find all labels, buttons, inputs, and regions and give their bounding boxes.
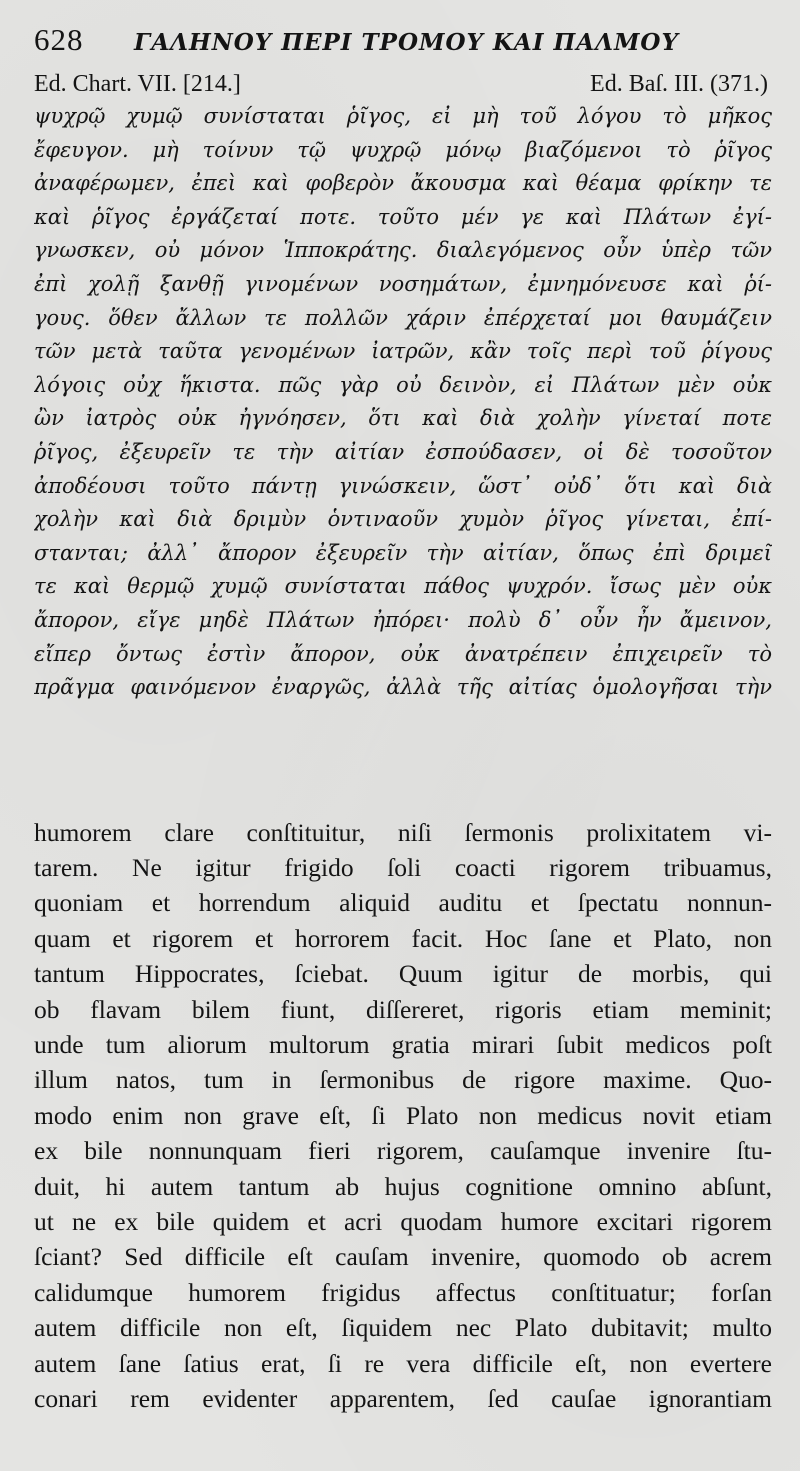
greek-line: ἔφευγον. μὴ τοίνυν τῷ ψυχρῷ μόνῳ βιαζόμενοι τὸ ῥῖγος [34, 137, 772, 162]
latin-line: duit, hi autem tantum ab hujus cognitione omnino abſunt, [34, 1171, 772, 1201]
greek-line: ψυχρῷ χυμῷ συνίσταται ῥῖγος, εἰ μὴ τοῦ λόγου τὸ μῆκος [34, 104, 772, 128]
latin-line: quoniam et horrendum aliquid auditu et ſpectatu nonnun- [34, 888, 772, 918]
greek-line: τῶν μετὰ ταῦτα γενομένων ἰατρῶν, κἂν τοῖς περὶ τοῦ ῥίγους [34, 339, 772, 364]
latin-line: ut ne ex bile quidem et acri quodam humore excitari rigorem [34, 1206, 772, 1236]
greek-line: ῥῖγος, ἐξευρεῖν τε τὴν αἰτίαν ἐσπούδασεν, οἱ δὲ τοσοῦτον [34, 439, 772, 464]
latin-line: ex bile nonnunquam fieri rigorem, cauſamque invenire ſtu- [34, 1136, 772, 1166]
latin-line: modo enim non grave eſt, ſi Plato non medicus novit etiam [34, 1100, 772, 1130]
section-gap [34, 705, 772, 815]
greek-line: τε καὶ θερμῷ χυμῷ συνίσταται πάθος ψυχρόν. ἴσως μὲν οὐκ [34, 574, 772, 599]
latin-line: illum natos, tum in ſermonibus de rigore maxime. Quo- [34, 1065, 772, 1095]
greek-line: ὢν ἰατρὸς οὐκ ἠγνόησεν, ὅτι καὶ διὰ χολὴν γίνεταί ποτε [34, 406, 772, 431]
edition-line [34, 68, 772, 100]
page-number: 628 [34, 22, 84, 57]
latin-line: humorem clare conſtituitur, niſi ſermonis prolixitatem vi- [34, 817, 772, 847]
running-title: ΓΑΛΗΝΟΥ ΠΕΡΙ ΤΡΟΜΟΥ ΚΑΙ ΠΑΛΜΟΥ [134, 29, 679, 56]
latin-line: tantum Hippocrates, ſciebat. Quum igitur de morbis, qui [34, 959, 772, 989]
latin-text [34, 815, 772, 1417]
greek-line: ἀναφέρωμεν, ἐπεὶ καὶ φοβερὸν ἄκουσμα καὶ θέαμα φρίκην τε [34, 171, 772, 196]
edition-chart: Ed. Chart. VII. [214.] [34, 71, 241, 97]
latin-line: autem difficile non eſt, ſiquidem nec Plato dubitavit; multo [34, 1313, 772, 1343]
greek-line: ἄπορον, εἴγε μηδὲ Πλάτων ἠπόρει· πολὺ δ᾽ οὖν ἦν ἄμεινον, [34, 607, 772, 632]
greek-line: γνωσκεν, οὐ μόνον Ἱπποκράτης. διαλεγόμενος οὖν ὑπὲρ τῶν [34, 238, 772, 263]
latin-line: ob flavam bilem fiunt, diſſereret, rigoris etiam meminit; [34, 994, 772, 1024]
edition-basel: Ed. Baſ. III. (371.) [590, 71, 768, 97]
latin-line: tarem. Ne igitur frigido ſoli coacti rigorem tribuamus, [34, 853, 772, 883]
latin-line: quam et rigorem et horrorem facit. Hoc ſane et Plato, non [34, 923, 772, 953]
latin-line: ſciant? Sed difficile eſt cauſam invenire, quomodo ob acrem [34, 1242, 772, 1272]
latin-line: calidumque humorem frigidus affectus conſtituatur; forſan [34, 1277, 772, 1307]
latin-line: conari rem evidenter apparentem, ſed cauſae ignorantiam [34, 1383, 772, 1413]
greek-line: λόγοις οὐχ ἥκιστα. πῶς γὰρ οὐ δεινὸν, εἰ Πλάτων μὲν οὐκ [34, 372, 772, 397]
greek-text [34, 100, 772, 705]
greek-line: χολὴν καὶ διὰ δριμὺν ὁντιναοῦν χυμὸν ῥῖγος γίνεται, ἐπί- [34, 507, 772, 532]
latin-line: unde tum aliorum multorum gratia mirari ſubit medicos poſt [34, 1030, 772, 1060]
page-header [34, 22, 772, 68]
latin-line: autem ſane ſatius erat, ſi re vera difficile eſt, non evertere [34, 1348, 772, 1378]
greek-line: γους. ὅθεν ἄλλων τε πολλῶν χάριν ἐπέρχεταί μοι θαυμάζειν [34, 305, 772, 330]
greek-line: ἐπὶ χολῇ ξανθῇ γινομένων νοσημάτων, ἐμνημόνευσε καὶ ῥί- [34, 271, 772, 296]
greek-line: καὶ ῥῖγος ἐργάζεταί ποτε. τοῦτο μέν γε καὶ Πλάτων ἐγί- [34, 204, 772, 229]
greek-line: πρᾶγμα φαινόμενον ἐναργῶς, ἀλλὰ τῆς αἰτίας ὁμολογῆσαι τὴν [34, 675, 772, 700]
greek-line: στανται; ἀλλ᾽ ἄπορον ἐξευρεῖν τὴν αἰτίαν, ὅπως ἐπὶ δριμεῖ [34, 540, 772, 565]
greek-line: ἀποδέουσι τοῦτο πάντῃ γινώσκειν, ὥστ᾽ οὐδ᾽ ὅτι καὶ διὰ [34, 473, 772, 498]
greek-line: εἴπερ ὄντως ἐστὶν ἄπορον, οὐκ ἀνατρέπειν ἐπιχειρεῖν τὸ [34, 641, 772, 666]
